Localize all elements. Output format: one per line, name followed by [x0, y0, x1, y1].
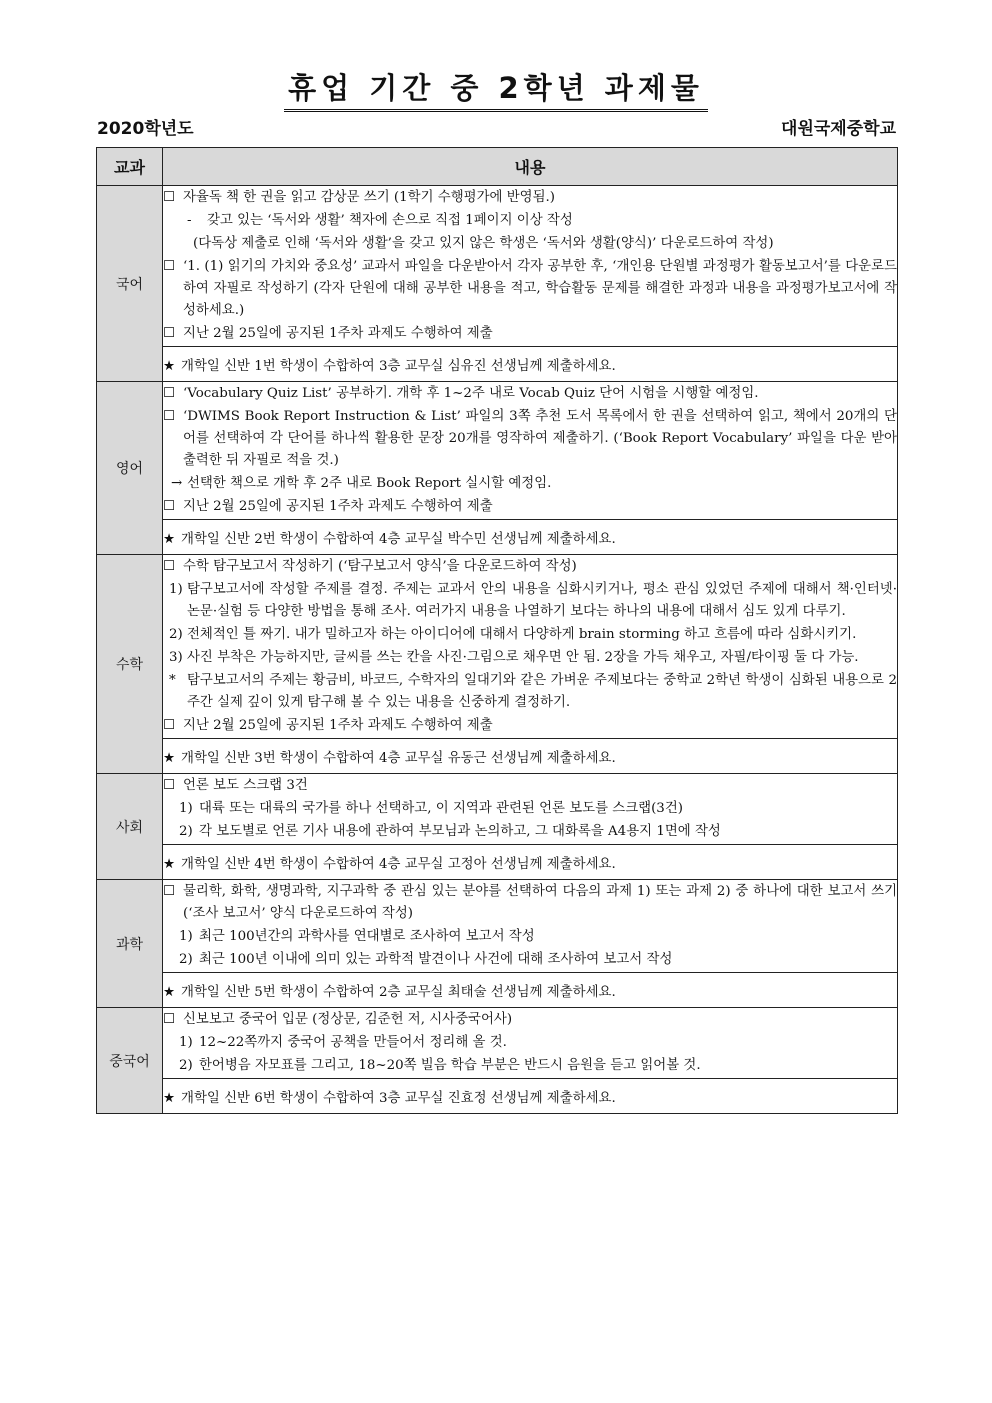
item-marker: *: [169, 673, 176, 688]
item-marker: 3): [169, 650, 183, 665]
item-marker: 1): [179, 1035, 193, 1050]
item-marker: -: [187, 213, 192, 228]
list-item: [163, 210, 897, 232]
item-text: 12~22쪽까지 중국어 공책을 만들어서 정리해 올 것.: [199, 1035, 507, 1050]
list-item: [163, 881, 897, 925]
content-cell: [163, 382, 898, 520]
table-footer-row: [97, 739, 898, 774]
content-cell: [163, 880, 898, 973]
list-item: [163, 233, 897, 255]
submission-note: [163, 845, 898, 880]
item-text: 물리학, 화학, 생명과학, 지구과학 중 관심 있는 분야를 선택하여 다음의 과제 1) 또는 과제 2) 중 하나에 대한 보고서 쓰기 (‘조사 보고서’ 양식 다운로드하여 작성): [183, 884, 897, 921]
header-subject: 교과: [97, 148, 163, 186]
checkbox-icon: ☐: [163, 386, 176, 401]
item-marker: 2): [169, 627, 183, 642]
subject-cell: 중국어: [97, 1008, 163, 1114]
submission-text: 개학일 신반 1번 학생이 수합하여 3층 교무실 심유진 선생님께 제출하세요.: [181, 358, 616, 374]
table-row: [97, 382, 898, 520]
subject-cell: 과학: [97, 880, 163, 1008]
checkbox-icon: ☐: [163, 409, 176, 424]
list-item: [163, 821, 897, 843]
submission-text: 개학일 신반 3번 학생이 수합하여 4층 교무실 유동근 선생님께 제출하세요.: [181, 750, 616, 766]
submission-text: 개학일 신반 6번 학생이 수합하여 3층 교무실 진효정 선생님께 제출하세요.: [181, 1090, 616, 1106]
subject-cell: 영어: [97, 382, 163, 555]
item-text: 갖고 있는 ‘독서와 생활’ 책자에 손으로 직접 1페이지 이상 작성: [207, 213, 573, 228]
table-row: [97, 555, 898, 739]
submission-note: [163, 973, 898, 1008]
list-item: [163, 949, 897, 971]
item-text: ‘DWIMS Book Report Instruction & List’ 파일의 3쪽 추천 도서 목록에서 한 권을 선택하여 읽고, 책에서 20개의 단어를 선택하여 각 단어를 하나씩 활용한 문장 20개를 영작하여 제출하기. (‘Book Report Vocabulary’ 파일을 다운 받아 출력한 뒤 자필로 적을 것.): [183, 409, 897, 468]
submission-note: [163, 739, 898, 774]
item-text: 수학 탐구보고서 작성하기 (‘탐구보고서 양식’을 다운로드하여 작성): [183, 559, 577, 574]
item-text: 지난 2월 25일에 공지된 1주차 과제도 수행하여 제출: [183, 499, 493, 514]
list-item: [163, 1009, 897, 1031]
list-item: [163, 647, 897, 669]
content-cell: [163, 555, 898, 739]
content-cell: [163, 1008, 898, 1079]
star-icon: ★: [163, 984, 176, 1000]
item-text: 사진 부착은 가능하지만, 글씨를 쓰는 칸을 사진·그림으로 채우면 안 됨. 2장을 가득 채우고, 자필/타이핑 둘 다 가능.: [187, 650, 859, 665]
document-title-wrap: [0, 66, 992, 112]
document-title: 휴업 기간 중 2학년 과제물: [284, 66, 708, 112]
item-marker: 1): [169, 582, 183, 597]
item-text: 전체적인 틀 짜기. 내가 밀하고자 하는 아이디어에 대해서 다양하게 brain storming 하고 흐름에 따라 심화시키기.: [187, 627, 857, 642]
table-row: [97, 1008, 898, 1079]
checkbox-icon: ☐: [163, 326, 176, 341]
subject-cell: 사회: [97, 774, 163, 880]
item-text: ‘1. (1) 읽기의 가치와 중요성’ 교과서 파일을 다운받아서 각자 공부한 후, ‘개인용 단원별 과정평가 활동보고서’를 다운로드하여 자필로 작성하기 (각자 단원에 대해 공부한 내용을 적고, 학습활동 문제를 해결한 과정과 내용을 과정평가보고서에 작성하세요.): [183, 259, 897, 318]
content-cell: [163, 186, 898, 347]
checkbox-icon: ☐: [163, 884, 176, 899]
item-text: 탐구보고서의 주제는 황금비, 바코드, 수학자의 일대기와 같은 가벼운 주제보다는 중학교 2학년 학생이 심화된 내용으로 2주간 실제 깊이 있게 탐구해 볼 수 있는 내용을 신중하게 결정하기.: [187, 673, 897, 710]
submission-text: 개학일 신반 2번 학생이 수합하여 4층 교무실 박수민 선생님께 제출하세요.: [181, 531, 616, 547]
item-text: 최근 100년간의 과학사를 연대별로 조사하여 보고서 작성: [199, 929, 535, 944]
table-footer-row: [97, 347, 898, 382]
submission-text: 개학일 신반 4번 학생이 수합하여 4층 교무실 고정아 선생님께 제출하세요.: [181, 856, 616, 872]
list-item: [163, 256, 897, 322]
item-marker: 2): [179, 1058, 193, 1073]
checkbox-icon: ☐: [163, 190, 176, 205]
list-item: [163, 496, 897, 518]
checkbox-icon: ☐: [163, 559, 176, 574]
checkbox-icon: ☐: [163, 778, 176, 793]
submission-note: [163, 1079, 898, 1114]
assignment-table: [96, 147, 898, 1114]
table-header-row: [97, 148, 898, 186]
item-text: 한어병음 자모표를 그리고, 18~20쪽 빌음 학습 부분은 반드시 음원을 듣고 읽어볼 것.: [199, 1058, 701, 1073]
item-text: 선택한 책으로 개학 후 2주 내로 Book Report 실시할 예정임.: [187, 476, 552, 491]
table-footer-row: [97, 1079, 898, 1114]
star-icon: ★: [163, 856, 176, 872]
list-item: [163, 323, 897, 345]
submission-note: [163, 347, 898, 382]
item-text: (다독상 제출로 인해 ‘독서와 생활’을 갖고 있지 않은 학생은 ‘독서와 생활(양식)’ 다운로드하여 작성): [193, 236, 774, 251]
item-text: 지난 2월 25일에 공지된 1주차 과제도 수행하여 제출: [183, 718, 493, 733]
item-text: 대륙 또는 대륙의 국가를 하나 선택하고, 이 지역과 관련된 언론 보도를 스크랩(3건): [199, 801, 683, 816]
submission-note: [163, 520, 898, 555]
list-item: [163, 579, 897, 623]
list-item: [163, 1032, 897, 1054]
item-text: 자율독 책 한 권을 읽고 감상문 쓰기 (1학기 수행평가에 반영됨.): [183, 190, 555, 205]
list-item: [163, 473, 897, 495]
table-row: [97, 186, 898, 347]
item-marker: 1): [179, 801, 193, 816]
subject-cell: 수학: [97, 555, 163, 774]
item-text: ‘Vocabulary Quiz List’ 공부하기. 개학 후 1~2주 내로 Vocab Quiz 단어 시험을 시행할 예정임.: [183, 386, 759, 401]
list-item: [163, 715, 897, 737]
checkbox-icon: ☐: [163, 499, 176, 514]
list-item: [163, 406, 897, 472]
header-content: 내용: [163, 148, 898, 186]
list-item: [163, 798, 897, 820]
submission-text: 개학일 신반 5번 학생이 수합하여 2층 교무실 최태술 선생님께 제출하세요.: [181, 984, 616, 1000]
table-footer-row: [97, 973, 898, 1008]
list-item: [163, 383, 897, 405]
school-year: 2020학년도: [97, 119, 194, 139]
list-item: [163, 187, 897, 209]
item-text: 탐구보고서에 작성할 주제를 결정. 주제는 교과서 안의 내용을 심화시키거나, 평소 관심 있었던 주제에 대해서 책·인터넷·논문·실험 등 다양한 방법을 통해 조사. 여러가지 내용을 나열하기 보다는 하나의 내용에 대해서 심도 있게 다루기.: [187, 582, 897, 619]
table-row: [97, 774, 898, 845]
checkbox-icon: ☐: [163, 718, 176, 733]
star-icon: ★: [163, 531, 176, 547]
star-icon: ★: [163, 1090, 176, 1106]
content-cell: [163, 774, 898, 845]
item-marker: →: [171, 476, 183, 491]
item-text: 최근 100년 이내에 의미 있는 과학적 발견이나 사건에 대해 조사하여 보고서 작성: [199, 952, 673, 967]
subject-cell: 국어: [97, 186, 163, 382]
item-text: 각 보도별로 언론 기사 내용에 관하여 부모님과 논의하고, 그 대화록을 A4용지 1면에 작성: [199, 824, 721, 839]
school-name: 대원국제중학교: [781, 119, 896, 139]
item-marker: 2): [179, 952, 193, 967]
star-icon: ★: [163, 750, 176, 766]
list-item: [163, 775, 897, 797]
table-footer-row: [97, 845, 898, 880]
item-marker: 2): [179, 824, 193, 839]
list-item: [163, 926, 897, 948]
table-footer-row: [97, 520, 898, 555]
star-icon: ★: [163, 358, 176, 374]
item-text: 신보보고 중국어 입문 (정상문, 김준헌 저, 시사중국어사): [183, 1012, 513, 1027]
checkbox-icon: ☐: [163, 259, 176, 274]
list-item: [163, 1055, 897, 1077]
checkbox-icon: ☐: [163, 1012, 176, 1027]
list-item: [163, 624, 897, 646]
item-marker: 1): [179, 929, 193, 944]
list-item: [163, 556, 897, 578]
item-text: 언론 보도 스크랩 3건: [183, 778, 308, 793]
table-row: [97, 880, 898, 973]
list-item: [163, 670, 897, 714]
item-text: 지난 2월 25일에 공지된 1주차 과제도 수행하여 제출: [183, 326, 493, 341]
